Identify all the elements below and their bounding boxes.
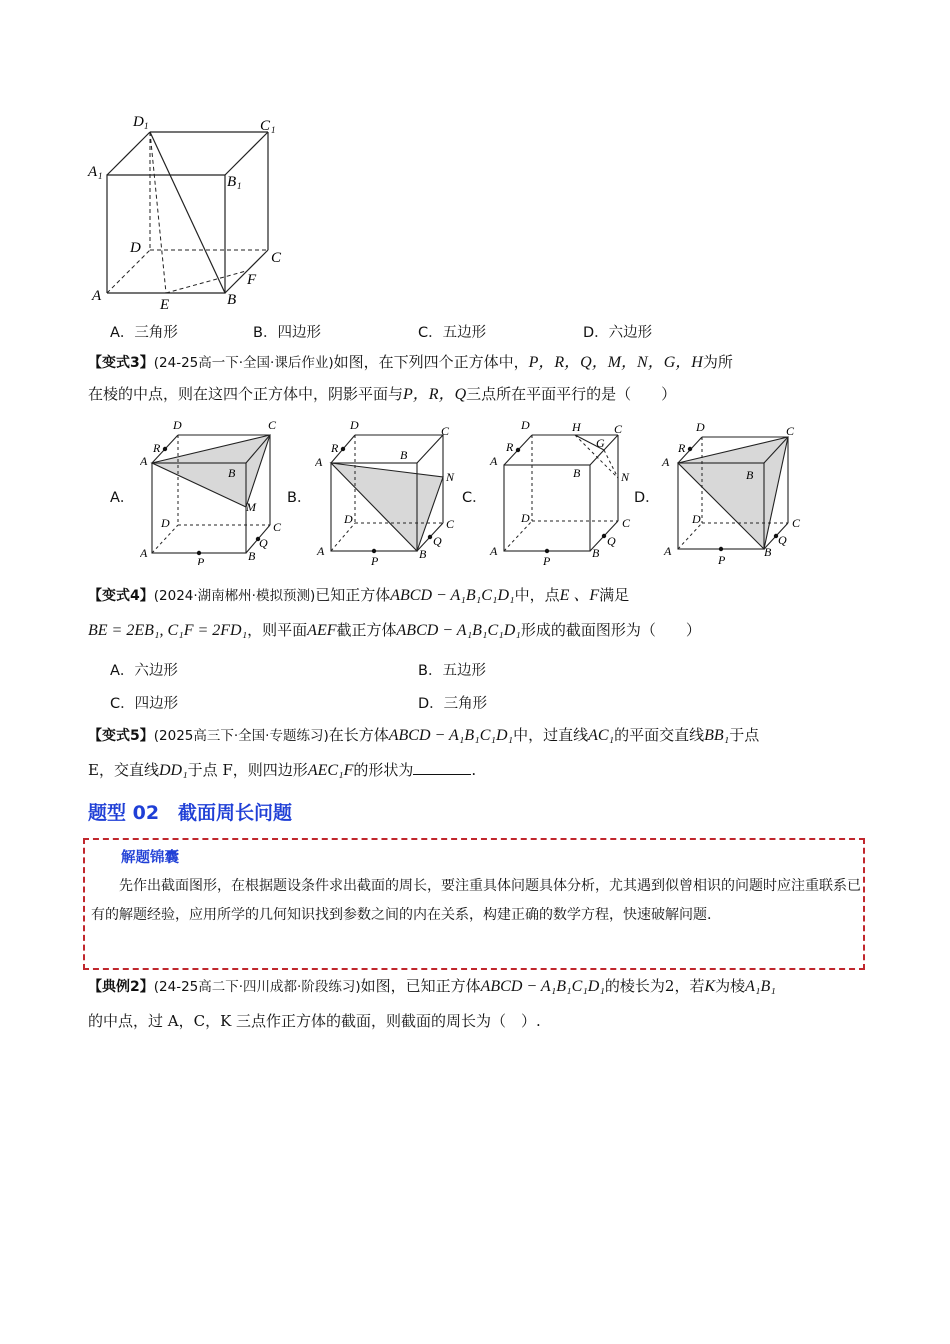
svg-text:A: A (317, 544, 325, 558)
tips-title: 解题锦囊 (121, 850, 179, 866)
svg-text:Q: Q (778, 533, 787, 547)
svg-text:P: P (197, 555, 205, 565)
svg-text:R: R (153, 441, 161, 455)
svg-text:M: M (246, 500, 256, 514)
label-b1: B (227, 174, 237, 190)
label-a1: A (88, 164, 98, 180)
v4-option-c[interactable]: C．四边形 (110, 696, 179, 712)
svg-text:D: D (350, 418, 359, 432)
label-d1: D (133, 114, 144, 130)
cube-figure-c (488, 415, 638, 565)
svg-text:1: 1 (271, 125, 276, 135)
option-a[interactable]: A．三角形 (110, 325, 178, 341)
svg-text:C: C (622, 516, 631, 530)
svg-text:R: R (678, 441, 686, 455)
section-title: 题型 02 截面周长问题 (88, 802, 293, 824)
svg-text:A: A (662, 455, 670, 469)
svg-text:B: B (592, 546, 600, 560)
svg-text:H: H (572, 420, 581, 434)
fig-option-d[interactable]: D． (634, 490, 660, 506)
label-c: C (271, 250, 282, 266)
svg-text:C: C (273, 520, 282, 534)
variant3-line1: 【变式3】(24-25高一下·全国·课后作业)如图，在下列四个正方体中，P，R，Q，M，N，G，H为所 (88, 353, 733, 371)
svg-text:C: C (446, 517, 455, 531)
svg-text:D: D (173, 418, 182, 432)
option-c[interactable]: C．五边形 (418, 325, 487, 341)
variant5-line1: 【变式5】(2025高三下·全国·专题练习)在长方体ABCD − A₁B₁C₁D₁中，过直线AC₁的平面交直线BB₁于点 (88, 726, 760, 744)
v4-option-b[interactable]: B．五边形 (418, 663, 486, 679)
svg-text:B: B (419, 547, 427, 561)
fig-option-b[interactable]: B． (287, 490, 312, 506)
svg-text:A: A (490, 544, 498, 558)
answer-blank[interactable] (413, 760, 471, 775)
label-d: D (130, 240, 141, 256)
svg-text:P: P (371, 554, 379, 565)
tips-body: 先作出截面图形，在根据题设条件求出截面的周长，要注重具体问题具体分析，尤其遇到似曾相识的问题时应注重联系已有的解题经验，应用所学的几何知识找到参数之间的内在关系，构建正确的数学方程，快速破解问题. (91, 878, 861, 923)
svg-text:N: N (621, 470, 630, 484)
svg-text:A: A (490, 454, 498, 468)
svg-text:Q: Q (259, 536, 268, 550)
svg-text:B: B (400, 448, 408, 462)
cube-figure-b (315, 415, 465, 565)
svg-text:1: 1 (144, 121, 149, 131)
example2-line2: 的中点，过 A，C，K 三点作正方体的截面，则截面的周长为（ ）. (88, 1012, 541, 1030)
variant4-line1: 【变式4】(2024·湖南郴州·模拟预测)已知正方体ABCD − A₁B₁C₁D₁中，点E 、F满足 (88, 586, 630, 604)
svg-text:B: B (764, 545, 772, 559)
fig-option-a[interactable]: A． (110, 490, 135, 506)
svg-text:B: B (746, 468, 754, 482)
variant5-line2: E，交直线DD₁于点 F，则四边形AEC₁F的形状为 . (88, 761, 477, 779)
svg-text:G: G (596, 436, 605, 450)
svg-text:C: C (441, 424, 450, 438)
label-b: B (227, 292, 237, 308)
variant3-line2: 在棱的中点，则在这四个正方体中，阴影平面与P，R，Q三点所在平面平行的是（ ） (88, 385, 677, 403)
svg-text:A: A (140, 546, 148, 560)
svg-text:D: D (521, 511, 530, 525)
svg-text:D: D (696, 420, 705, 434)
svg-text:R: R (331, 441, 339, 455)
svg-text:D: D (521, 418, 530, 432)
svg-text:C: C (268, 418, 277, 432)
svg-text:A: A (664, 544, 672, 558)
example2-line1: 【典例2】(24-25高二下·四川成都·阶段练习)如图，已知正方体ABCD − A₁B₁C₁D₁的棱长为2，若K为棱A₁B₁ (88, 977, 776, 995)
svg-text:D: D (692, 512, 701, 526)
svg-text:P: P (718, 553, 726, 565)
v4-option-d[interactable]: D．三角形 (418, 696, 488, 712)
figure-cube-def (85, 110, 295, 315)
svg-text:B: B (573, 466, 581, 480)
cube-figure-d (660, 415, 810, 565)
svg-text:P: P (543, 554, 551, 565)
svg-text:C: C (792, 516, 801, 530)
svg-text:1: 1 (237, 181, 242, 191)
svg-text:D: D (344, 512, 353, 526)
svg-text:N: N (446, 470, 455, 484)
cube-figure-a (140, 415, 290, 565)
svg-text:C: C (614, 422, 623, 436)
svg-text:1: 1 (98, 171, 103, 181)
option-b[interactable]: B．四边形 (253, 325, 321, 341)
svg-text:A: A (315, 455, 323, 469)
label-f: F (247, 272, 257, 288)
variant4-line2: BE = 2EB₁, C₁F = 2FD₁，则平面AEF截正方体ABCD − A₁B₁C₁D₁形成的截面图形为（ ） (88, 621, 701, 639)
label-a: A (92, 288, 102, 304)
svg-text:D: D (161, 516, 170, 530)
fig-option-c[interactable]: C． (462, 490, 487, 506)
svg-text:B: B (228, 466, 236, 480)
v4-option-a[interactable]: A．六边形 (110, 663, 178, 679)
option-d[interactable]: D．六边形 (583, 325, 653, 341)
svg-text:Q: Q (433, 534, 442, 548)
svg-text:B: B (248, 549, 256, 563)
svg-text:A: A (140, 454, 148, 468)
label-e: E (160, 297, 170, 313)
svg-text:Q: Q (607, 534, 616, 548)
svg-text:R: R (506, 440, 514, 454)
svg-text:C: C (786, 424, 795, 438)
tips-box (83, 838, 865, 970)
label-c1: C (260, 118, 271, 134)
